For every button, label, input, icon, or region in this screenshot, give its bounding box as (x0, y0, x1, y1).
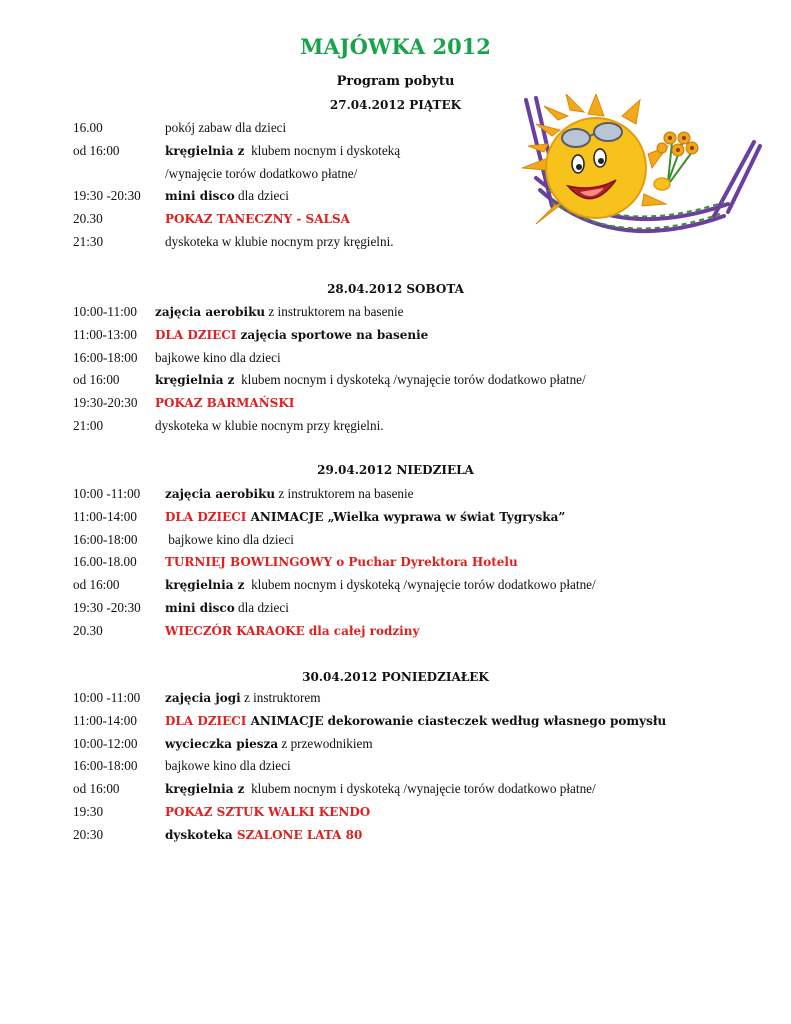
row-description (165, 734, 373, 754)
row-time: 10:00-12:00 (73, 735, 138, 751)
row-time: 20:30 (73, 826, 104, 842)
row-description (165, 552, 518, 572)
plain-text: klubem nocnym i dyskoteką /wynajęcie torów dodatkowo płatne/ (244, 577, 596, 593)
row-time: od 16:00 (73, 781, 120, 797)
row-description (165, 186, 289, 206)
plain-text: dyskoteka w klubie nocnym przy kręgielni. (155, 418, 384, 433)
row-description (165, 164, 357, 184)
plain-text: klubem nocnym i dyskoteką (244, 142, 401, 158)
row-time: 21:00 (73, 418, 104, 433)
row-description (155, 416, 384, 436)
bold-text: zajęcia sportowe na basenie (236, 327, 429, 342)
row-description (165, 756, 291, 776)
row-time: 16.00 (73, 120, 103, 135)
row-description (155, 325, 428, 345)
row-description (165, 779, 596, 799)
schedule-row (73, 416, 384, 436)
schedule-row (73, 484, 414, 504)
plain-text: klubem nocnym i dyskoteką /wynajęcie torów dodatkowo płatne/ (244, 781, 596, 797)
row-description (155, 393, 294, 413)
row-description (165, 141, 400, 161)
plain-text: bajkowe kino dla dzieci (155, 349, 281, 365)
plain-text: z instruktorem (240, 690, 321, 705)
plain-text: dla dzieci (234, 600, 289, 615)
day-heading: 28.04.2012 SOBOTA (327, 282, 464, 296)
row-time: 11:00-14:00 (73, 712, 137, 728)
plain-text: bajkowe kino dla dzieci (165, 758, 291, 774)
row-description (165, 688, 321, 708)
row-description (165, 825, 362, 845)
highlight-text: POKAZ BARMAŃSKI (155, 396, 295, 411)
bold-text: ANIMACJE „Wielka wyprawa w świat Tygryska” (246, 509, 566, 524)
row-time: od 16:00 (73, 372, 120, 388)
row-time: 11:00-13:00 (73, 326, 137, 342)
highlight-text: POKAZ TANECZNY - SALSA (165, 212, 350, 227)
bold-text: zajęcia aerobiku (165, 487, 276, 501)
bold-text: kręgielnia z (165, 143, 245, 158)
bold-text: mini disco (165, 601, 235, 615)
highlight-text: TURNIEJ BOWLINGOWY o Puchar Dyrektora Hotelu (165, 555, 518, 570)
schedule-row (73, 779, 596, 799)
row-time: 11:00-14:00 (73, 508, 137, 524)
row-time: 10:00 -11:00 (73, 486, 141, 501)
schedule-row (73, 711, 667, 731)
plain-text: dla dzieci (234, 188, 289, 204)
row-time: od 16:00 (73, 577, 120, 593)
plain-text: z instruktorem na basenie (265, 304, 404, 319)
schedule-row (73, 552, 518, 572)
schedule-row (73, 802, 371, 822)
schedule-row (73, 209, 350, 229)
bold-text: zajęcia aerobiku (155, 305, 266, 319)
row-description (165, 575, 596, 595)
bold-text: wycieczka piesza (165, 736, 279, 751)
highlight-text: POKAZ SZTUK WALKI KENDO (165, 805, 371, 819)
row-time: 19:30 (73, 804, 104, 819)
schedule-row (73, 825, 363, 845)
plain-text: z przewodnikiem (278, 735, 373, 751)
page-subtitle: Program pobytu (336, 74, 455, 89)
row-description (165, 209, 350, 229)
plain-text: pokój zabaw dla dzieci (165, 120, 287, 135)
day-heading: 30.04.2012 PONIEDZIAŁEK (302, 670, 489, 684)
sun-in-hammock-icon (492, 94, 764, 256)
schedule-row (73, 756, 291, 776)
row-description (165, 507, 565, 527)
row-time: od 16:00 (73, 142, 120, 158)
plain-text: /wynajęcie torów dodatkowo płatne/ (165, 165, 358, 181)
schedule-row (73, 621, 420, 641)
row-time: 20.30 (73, 211, 103, 227)
schedule-row (73, 141, 401, 161)
plain-text: z instruktorem na basenie (275, 486, 414, 501)
highlight-text: DLA DZIECI (155, 327, 237, 342)
highlight-text: DLA DZIECI (165, 509, 247, 524)
row-time: 10:00 -11:00 (73, 690, 141, 705)
schedule-row (73, 325, 429, 345)
row-time: 19:30 -20:30 (73, 600, 141, 615)
plain-text: klubem nocnym i dyskoteką /wynajęcie torów dodatkowo płatne/ (234, 372, 586, 388)
row-time: 16:00-18:00 (73, 531, 138, 547)
row-description (165, 598, 289, 618)
row-time: 20.30 (73, 622, 103, 638)
row-description (165, 711, 666, 731)
bold-text: kręgielnia z (165, 782, 245, 797)
highlight-text: DLA DZIECI (165, 713, 247, 728)
schedule-row (73, 370, 586, 390)
schedule-row (73, 186, 289, 206)
schedule-row (73, 118, 287, 138)
row-description (155, 302, 404, 322)
bold-text: kręgielnia z (165, 578, 245, 593)
schedule-row (73, 688, 321, 708)
row-time: 16:00-18:00 (73, 349, 138, 365)
bold-text: zajęcia jogi (165, 691, 241, 705)
row-time: 10:00-11:00 (73, 304, 137, 319)
row-time: 16:00-18:00 (73, 758, 138, 774)
bold-text: kręgielnia z (155, 373, 235, 388)
row-description (165, 484, 414, 504)
schedule-row (73, 734, 373, 754)
row-description (155, 348, 281, 368)
schedule-row (73, 575, 596, 595)
row-description (165, 802, 370, 822)
row-description (165, 530, 294, 550)
schedule-row (73, 530, 294, 550)
bold-text: mini disco (165, 189, 235, 204)
row-description (165, 118, 286, 138)
row-description (155, 370, 586, 390)
schedule-row (73, 348, 281, 368)
row-time: 21:30 (73, 234, 104, 249)
row-time: 19:30-20:30 (73, 395, 138, 411)
highlight-text: SZALONE LATA 80 (232, 827, 363, 842)
schedule-row (73, 598, 289, 618)
row-time: 19:30 -20:30 (73, 188, 141, 204)
schedule-row (73, 393, 295, 413)
schedule-row (73, 507, 566, 527)
page-title: MAJÓWKA 2012 (300, 34, 491, 59)
day-heading: 29.04.2012 NIEDZIELA (317, 463, 474, 477)
highlight-text: WIECZÓR KARAOKE dla całej rodziny (165, 623, 420, 638)
bold-text: ANIMACJE dekorowanie ciasteczek według własnego pomysłu (246, 713, 667, 728)
row-description (165, 621, 419, 641)
schedule-row (73, 232, 394, 252)
bold-text: dyskoteka (165, 827, 233, 842)
day-heading: 27.04.2012 PIĄTEK (329, 98, 462, 112)
row-time: 16.00-18.00 (73, 554, 137, 570)
row-description (165, 232, 394, 252)
schedule-row (73, 302, 404, 322)
plain-text: bajkowe kino dla dzieci (165, 531, 294, 547)
plain-text: dyskoteka w klubie nocnym przy kręgielni. (165, 234, 394, 249)
